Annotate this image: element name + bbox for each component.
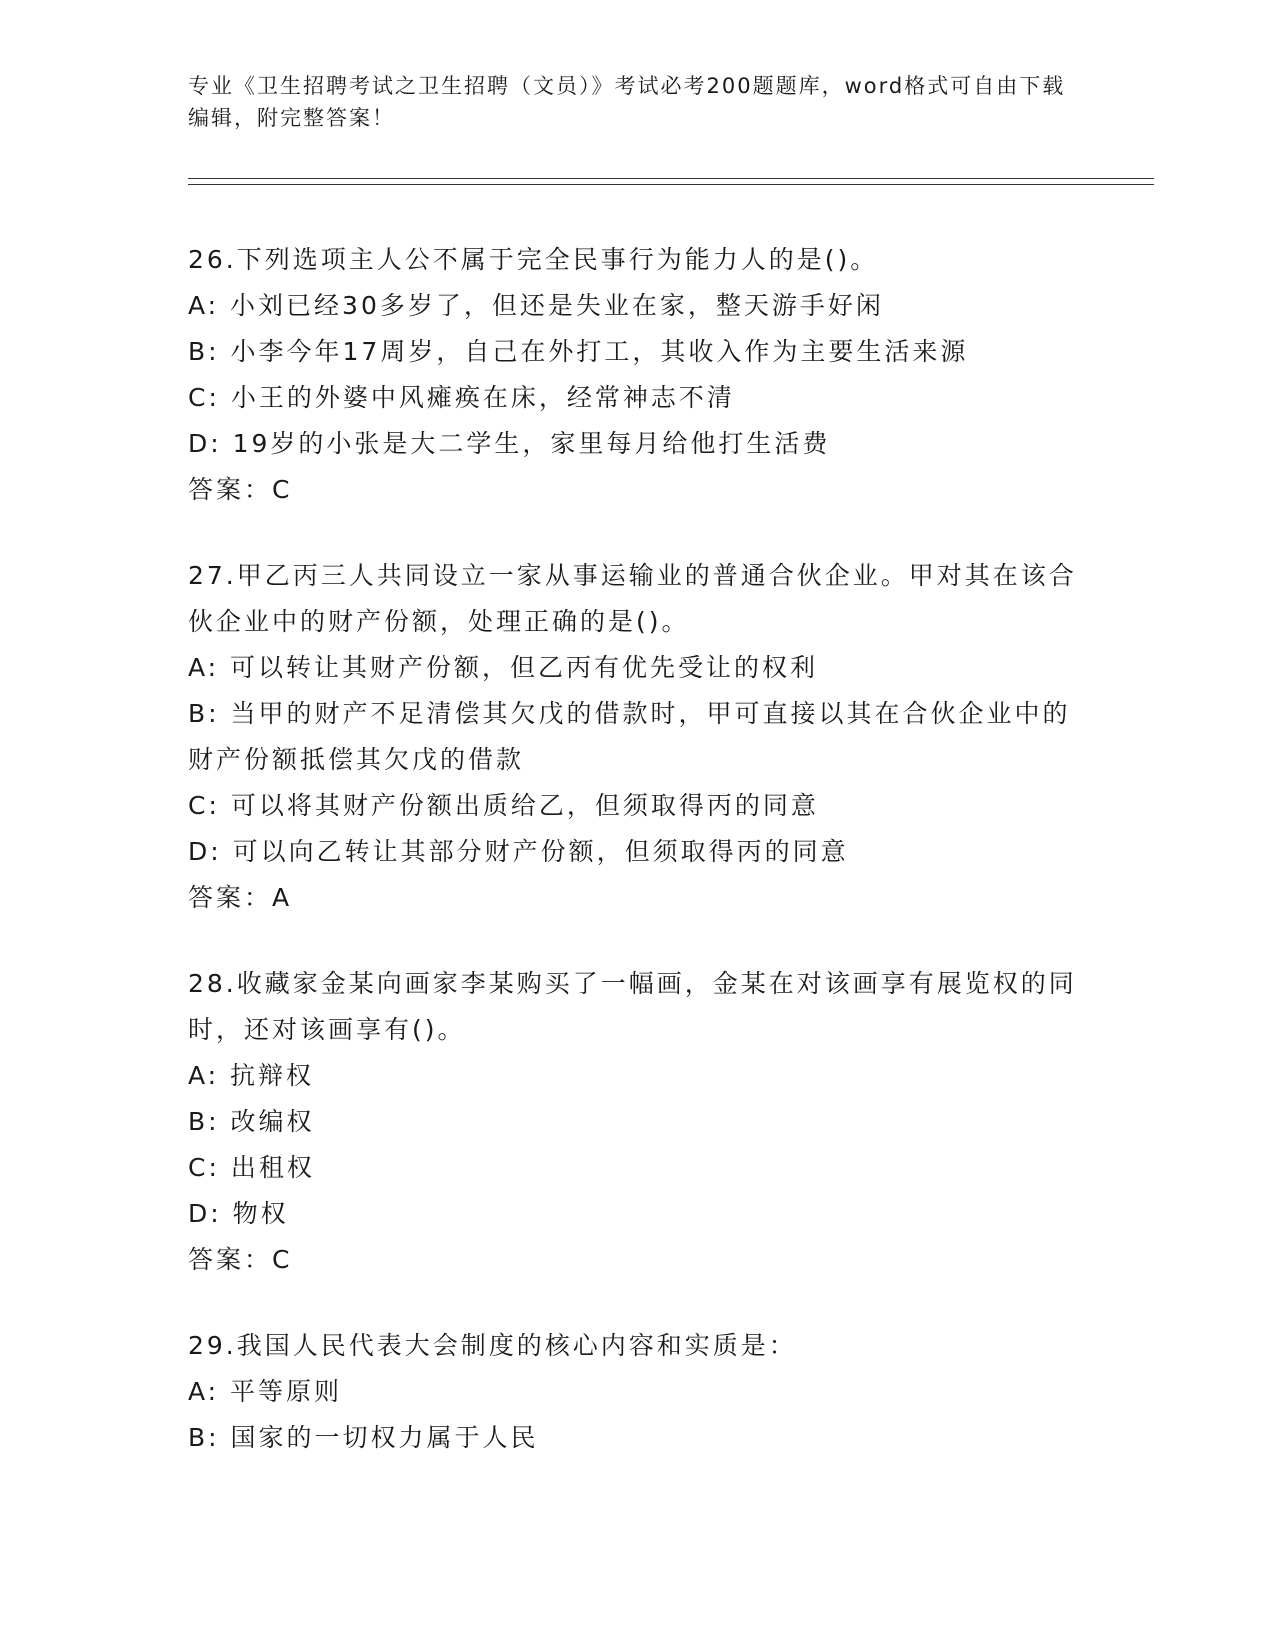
option-c: C: 可以将其财产份额出质给乙，但须取得丙的同意	[188, 791, 819, 820]
question-29	[188, 1323, 1088, 1461]
question-stem: 26.下列选项主人公不属于完全民事行为能力人的是()。	[188, 245, 879, 274]
option-c: C: 小王的外婆中风瘫痪在床，经常神志不清	[188, 383, 735, 412]
option-c: C: 出租权	[188, 1153, 315, 1182]
option-a: A: 平等原则	[188, 1377, 343, 1406]
answer: 答案：C	[188, 1245, 293, 1274]
question-stem: 27.甲乙丙三人共同设立一家从事运输业的普通合伙企业。甲对其在该合伙企业中的财产份额，处理正确的是()。	[188, 561, 1077, 636]
question-27	[188, 553, 1088, 921]
option-b: B: 改编权	[188, 1107, 315, 1136]
question-26	[188, 237, 1088, 513]
option-a: A: 可以转让其财产份额，但乙丙有优先受让的权利	[188, 653, 819, 682]
option-d: D: 19岁的小张是大二学生，家里每月给他打生活费	[188, 429, 831, 458]
option-a: A: 抗辩权	[188, 1061, 315, 1090]
question-stem: 28.收藏家金某向画家李某购买了一幅画，金某在对该画享有展览权的同时，还对该画享有()。	[188, 969, 1077, 1044]
question-28	[188, 961, 1088, 1283]
option-b: B: 小李今年17周岁，自己在外打工，其收入作为主要生活来源	[188, 337, 969, 366]
option-b: B: 当甲的财产不足清偿其欠戊的借款时，甲可直接以其在合伙企业中的财产份额抵偿其欠戊的借款	[188, 699, 1071, 774]
option-d: D: 可以向乙转让其部分财产份额，但须取得丙的同意	[188, 837, 849, 866]
header-divider	[188, 178, 1154, 185]
question-stem: 29.我国人民代表大会制度的核心内容和实质是：	[188, 1331, 797, 1360]
answer: 答案：C	[188, 475, 293, 504]
option-a: A: 小刘已经30多岁了，但还是失业在家，整天游手好闲	[188, 291, 884, 320]
option-b: B: 国家的一切权力属于人民	[188, 1423, 539, 1452]
answer: 答案：A	[188, 883, 293, 912]
option-d: D: 物权	[188, 1199, 289, 1228]
question-list	[188, 237, 1088, 1501]
document-header: 专业《卫生招聘考试之卫生招聘（文员）》考试必考200题题库，word格式可自由下载编辑，附完整答案！	[188, 74, 1066, 130]
